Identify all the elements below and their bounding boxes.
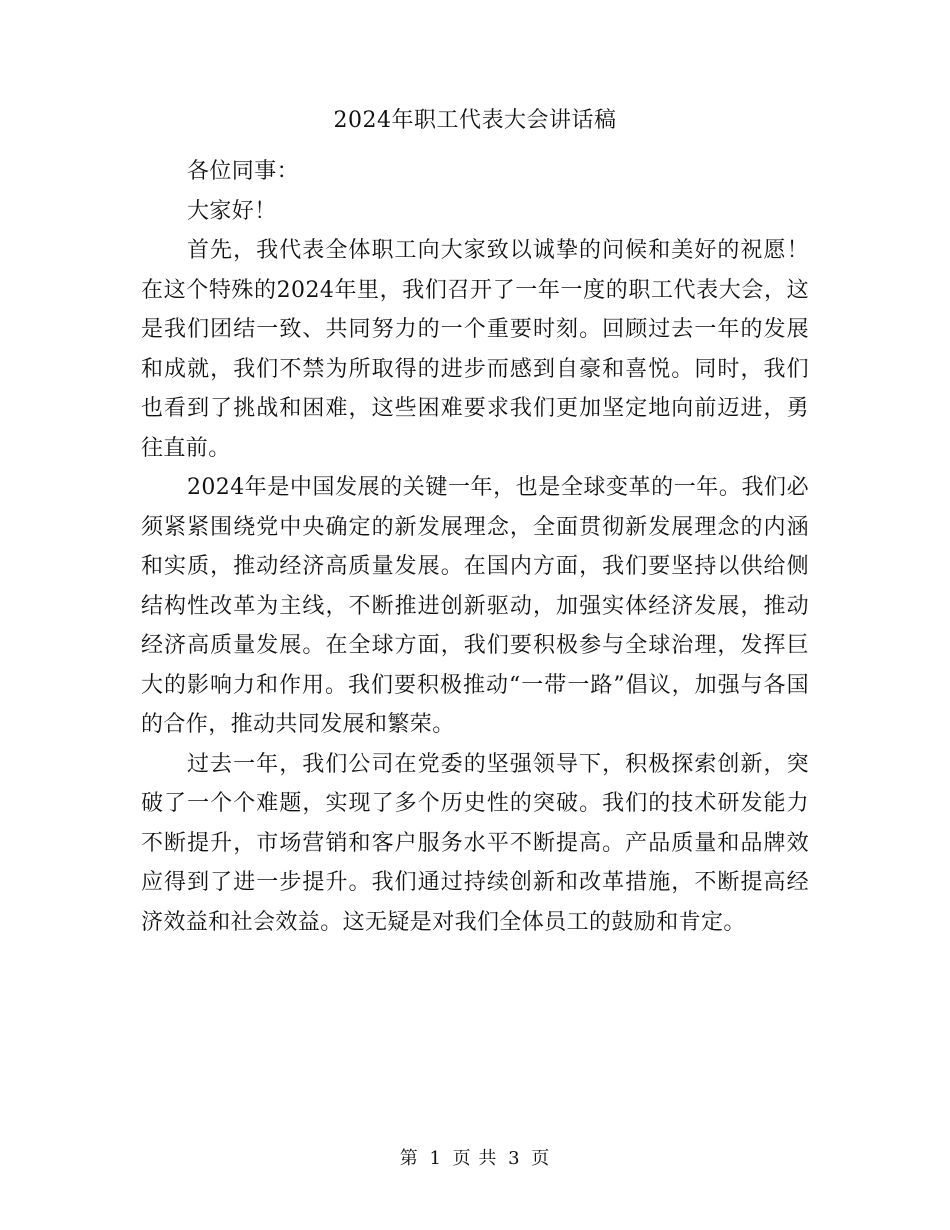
paragraph-3: 过去一年，我们公司在党委的坚强领导下，积极探索创新，突破了一个个难题，实现了多个历史性的突破。我们的技术研发能力不断提升，市场营销和客户服务水平不断提高。产品质量和品牌效应得到了进一步提升。我们通过持续创新和改革措施，不断提高经济效益和社会效益。这无疑是对我们全体员工的鼓励和肯定。 [141,751,809,935]
page-footer [0,1145,950,1173]
footer-total-pages: 3 [508,1148,521,1169]
salutation: 各位同事： [187,159,300,184]
document-body [141,152,809,942]
footer-suffix: 页 [531,1148,551,1169]
document-title: 2024年职工代表大会讲话稿 [333,108,617,133]
paragraph-2: 2024年是中国发展的关键一年，也是全球变革的一年。我们必须紧紧围绕党中央确定的新发展理念，全面贯彻新发展理念的内涵和实质，推动经济高质量发展。在国内方面，我们要坚持以供给侧结构性改革为主线，不断推进创新驱动，加强实体经济发展，推动经济高质量发展。在全球方面，我们要积极参与全球治理，发挥巨大的影响力和作用。我们要积极推动“一带一路”倡议，加强与各国的合作，推动共同发展和繁荣。 [141,475,809,737]
paragraph-1: 首先，我代表全体职工向大家致以诚挚的问候和美好的祝愿！在这个特殊的2024年里，我们召开了一年一度的职工代表大会，这是我们团结一致、共同努力的一个重要时刻。回顾过去一年的发展和成就，我们不禁为所取得的进步而感到自豪和喜悦。同时，我们也看到了挑战和困难，这些困难要求我们更加坚定地向前迈进，勇往直前。 [141,238,809,461]
footer-middle: 页 共 [452,1148,498,1169]
footer-page-number: 1 [429,1148,442,1169]
greeting: 大家好！ [187,198,277,224]
footer-prefix: 第 [399,1148,419,1169]
